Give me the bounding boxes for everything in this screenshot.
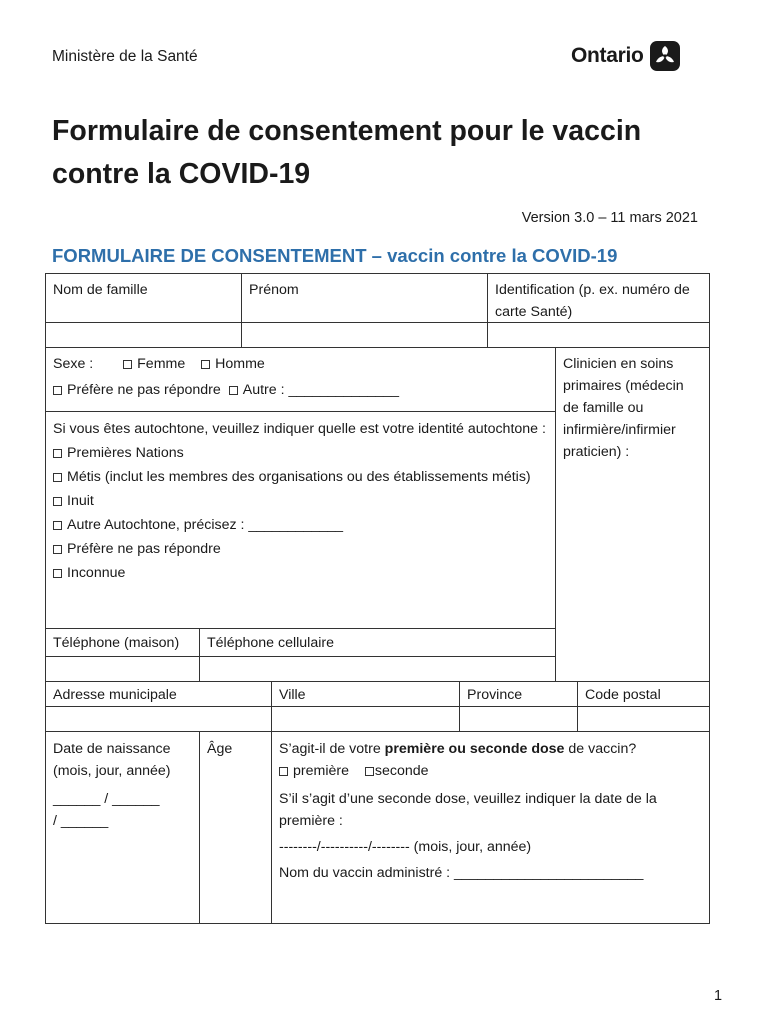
address-field[interactable] <box>45 706 272 732</box>
unknown-checkbox[interactable] <box>53 569 62 578</box>
sex-row-2 <box>53 379 548 401</box>
last-name-label-cell <box>45 273 242 323</box>
form-title: Formulaire de consentement pour le vaccin contre la COVID-19 <box>52 115 642 190</box>
phone-cell-label-cell <box>199 628 556 657</box>
dob-line-2: / ______ <box>53 813 109 829</box>
sex-no-answer-checkbox[interactable] <box>53 386 62 395</box>
sex-label: Sexe : <box>53 356 94 372</box>
dose-question-bold: première ou seconde dose <box>384 741 565 757</box>
province-field[interactable] <box>459 706 578 732</box>
first-name-label-cell <box>241 273 488 323</box>
province-label-cell <box>459 681 578 707</box>
indigenous-option <box>53 490 548 512</box>
indigenous-option <box>53 538 548 560</box>
sex-male-label: Homme <box>215 356 265 372</box>
sex-female-label: Femme <box>137 356 186 372</box>
id-label: Identification (p. ex. numéro de carte Santé) <box>495 282 690 320</box>
phone-home-label: Téléphone (maison) <box>53 635 180 651</box>
second-dose-prompt: S’il s’agit d’une seconde dose, veuillez indiquer la date de la première : <box>279 791 657 829</box>
address-label-cell <box>45 681 272 707</box>
indigenous-option <box>53 562 548 584</box>
sex-other-label: Autre : ______________ <box>242 382 399 398</box>
other-indigenous-label: Autre Autochtone, précisez : ____________ <box>67 517 344 533</box>
postal-label-cell <box>577 681 710 707</box>
last-name-field[interactable] <box>45 322 242 348</box>
second-dose-checkbox[interactable] <box>365 767 374 776</box>
address-label: Adresse municipale <box>53 687 177 703</box>
clinician-label: Clinicien en soins primaires (médecin de famille ou infirmière/infirmier praticien) : <box>563 356 684 460</box>
ontario-logo <box>571 40 681 72</box>
indigenous-cell <box>45 411 556 629</box>
metis-label: Métis (inclut les membres des organisations ou des établissements métis) <box>67 469 531 485</box>
first-name-field[interactable] <box>241 322 488 348</box>
dob-label: Date de naissance (mois, jour, année) <box>53 741 171 779</box>
phone-home-label-cell <box>45 628 200 657</box>
sex-cell <box>45 347 556 412</box>
indigenous-question: Si vous êtes autochtone, veuillez indiquer quelle est votre identité autochtone : <box>53 421 546 437</box>
age-label: Âge <box>207 741 233 757</box>
sex-male-checkbox[interactable] <box>201 360 210 369</box>
first-dose-date-line[interactable]: --------/----------/-------- (mois, jour, année) <box>279 839 532 855</box>
sex-other-checkbox[interactable] <box>229 386 238 395</box>
inuit-label: Inuit <box>67 493 94 509</box>
dob-cell[interactable] <box>45 731 200 924</box>
unknown-label: Inconnue <box>67 565 126 581</box>
inuit-checkbox[interactable] <box>53 497 62 506</box>
phone-cell-label: Téléphone cellulaire <box>207 635 334 651</box>
postal-label: Code postal <box>585 687 661 703</box>
age-cell[interactable] <box>199 731 272 924</box>
dose-question <box>279 738 702 760</box>
last-name-label: Nom de famille <box>53 282 148 298</box>
indigenous-option <box>53 514 548 536</box>
vaccine-name-line[interactable]: Nom du vaccin administré : ________________________ <box>279 865 644 881</box>
section-title: FORMULAIRE DE CONSENTEMENT – vaccin contre la COVID-19 <box>52 245 618 266</box>
phone-cell-field[interactable] <box>199 656 556 682</box>
ontario-trillium-icon <box>649 40 681 72</box>
first-name-label: Prénom <box>249 282 299 298</box>
clinician-cell[interactable] <box>555 347 710 682</box>
dose-cell <box>271 731 710 924</box>
metis-checkbox[interactable] <box>53 473 62 482</box>
sex-row-1 <box>53 353 548 375</box>
dose-question-start: S’agit-il de votre <box>279 741 385 757</box>
dose-question-end: de vaccin? <box>564 741 637 757</box>
province-label: Province <box>467 687 523 703</box>
id-field[interactable] <box>487 322 710 348</box>
sex-no-answer-label: Préfère ne pas répondre <box>67 382 221 398</box>
dose-options <box>279 760 702 782</box>
indigenous-no-answer-checkbox[interactable] <box>53 545 62 554</box>
logo-text: Ontario <box>571 44 644 67</box>
second-dose-label: seconde <box>374 763 429 779</box>
postal-field[interactable] <box>577 706 710 732</box>
ministry-name: Ministère de la Santé <box>52 48 198 65</box>
indigenous-no-answer-label: Préfère ne pas répondre <box>67 541 221 557</box>
indigenous-option <box>53 442 548 464</box>
indigenous-option <box>53 466 548 488</box>
first-dose-checkbox[interactable] <box>279 767 288 776</box>
first-nations-checkbox[interactable] <box>53 449 62 458</box>
sex-female-checkbox[interactable] <box>123 360 132 369</box>
first-nations-label: Premières Nations <box>67 445 184 461</box>
city-field[interactable] <box>271 706 460 732</box>
other-indigenous-checkbox[interactable] <box>53 521 62 530</box>
dob-line-1: ______ / ______ <box>53 791 160 807</box>
city-label: Ville <box>279 687 306 703</box>
phone-home-field[interactable] <box>45 656 200 682</box>
version-date: Version 3.0 – 11 mars 2021 <box>521 210 698 226</box>
city-label-cell <box>271 681 460 707</box>
id-label-cell <box>487 273 710 323</box>
first-dose-label: première <box>293 763 349 779</box>
page-number: 1 <box>714 988 723 1004</box>
